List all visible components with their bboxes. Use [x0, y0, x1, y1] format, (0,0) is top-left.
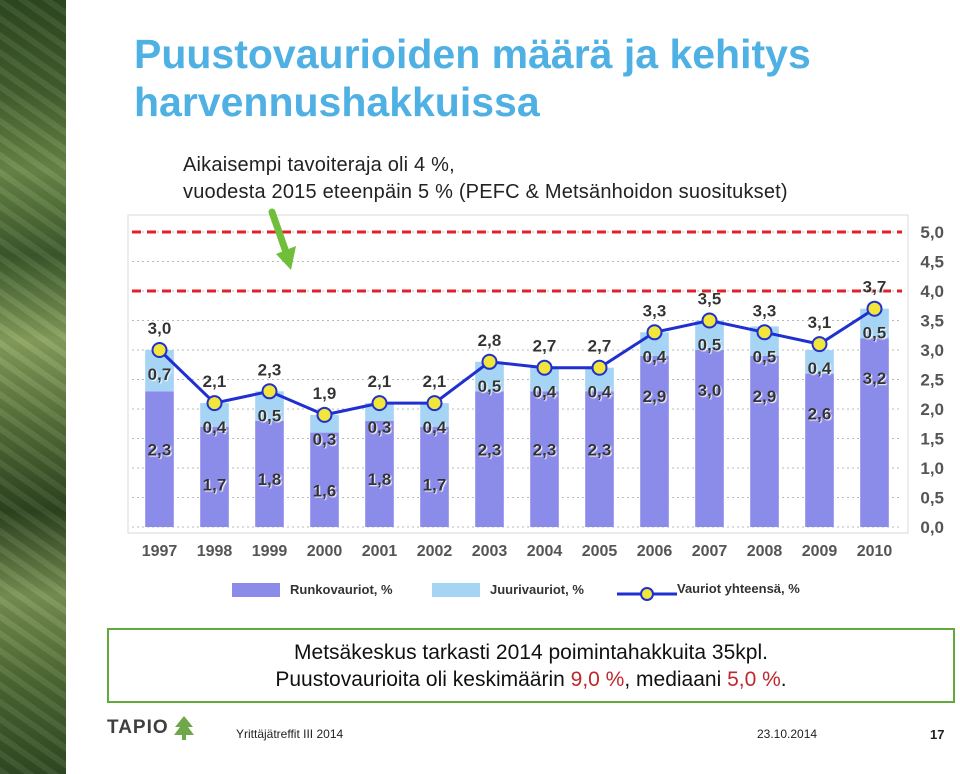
total-point — [593, 361, 607, 375]
y-tick-label: 0,0 — [920, 518, 944, 537]
logo-text: TAPIO — [107, 717, 169, 738]
tapio-logo — [107, 715, 195, 741]
footer-date: 23.10.2014 — [757, 727, 818, 741]
info-line-2 — [109, 666, 953, 693]
info-line-2-suffix: . — [780, 668, 787, 691]
juuri-label: 0,4 — [807, 359, 832, 379]
runko-label: 1,6 — [312, 481, 337, 501]
juuri-label: 0,5 — [477, 376, 502, 396]
y-tick-label: 4,0 — [920, 282, 944, 301]
y-tick-label: 1,5 — [920, 429, 944, 449]
bar-runko — [805, 374, 834, 527]
info-box — [107, 628, 955, 703]
runko-label: 2,9 — [642, 386, 667, 406]
x-tick-label: 2003 — [471, 543, 508, 560]
bar-runko — [860, 338, 889, 527]
x-tick-label: 2006 — [636, 543, 673, 560]
juuri-label: 0,4 — [202, 418, 227, 438]
total-point — [648, 325, 662, 339]
legend-juuri — [432, 582, 584, 597]
runko-label: 2,6 — [807, 404, 832, 424]
total-label: 2,3 — [257, 360, 282, 380]
total-label: 2,1 — [367, 372, 392, 392]
y-tick-label: 3,0 — [920, 341, 944, 360]
bar-runko — [750, 356, 779, 527]
y-tick-label: 2,5 — [920, 370, 944, 390]
info-line-2-prefix: Puustovaurioita oli keskimäärin — [275, 668, 571, 691]
legend-label-total: Vauriot yhteensä, % — [677, 580, 800, 596]
x-tick-label: 2005 — [581, 543, 618, 560]
total-label: 2,1 — [202, 372, 227, 392]
legend-label-juuri: Juurivauriot, % — [490, 582, 584, 597]
total-label: 2,8 — [477, 330, 502, 350]
legend-total — [617, 572, 800, 604]
info-line-1: Metsäkeskus tarkasti 2014 poimintahakkuita 35kpl. — [294, 641, 768, 664]
total-label: 3,1 — [807, 313, 832, 333]
total-point — [703, 314, 717, 328]
total-point — [373, 396, 387, 410]
x-tick-label: 2000 — [306, 543, 343, 560]
info-line-2-mid: , mediaani — [624, 668, 728, 691]
slide-title: Puustovaurioiden määrä ja kehitys harvennushakkuissa — [134, 31, 811, 125]
subtitle-line-1: Aikaisempi tavoiteraja oli 4 %, — [183, 154, 455, 176]
x-tick-label: 2007 — [691, 543, 728, 560]
total-point — [428, 396, 442, 410]
runko-label: 1,8 — [257, 469, 282, 489]
x-tick-label: 2009 — [801, 543, 838, 560]
x-tick-label: 1998 — [196, 543, 233, 560]
legend-swatch-runko — [232, 583, 280, 597]
median-value: 5,0 % — [727, 668, 781, 691]
total-label: 3,7 — [862, 277, 887, 297]
y-tick-label: 0,5 — [920, 488, 944, 508]
juuri-label: 0,5 — [862, 323, 887, 343]
total-label: 2,1 — [422, 372, 447, 392]
bar-runko — [640, 356, 669, 527]
juuri-label: 0,4 — [422, 418, 447, 438]
total-point — [263, 384, 277, 398]
total-point — [758, 325, 772, 339]
x-tick-label: 2008 — [746, 543, 783, 560]
legend-runko — [232, 582, 393, 597]
bar-runko — [695, 350, 724, 527]
mean-value: 9,0 % — [570, 668, 625, 691]
runko-label: 2,9 — [752, 386, 777, 406]
juuri-label: 0,5 — [752, 347, 777, 367]
runko-label: 3,0 — [697, 381, 722, 400]
y-tick-label: 1,0 — [920, 459, 944, 478]
total-point — [813, 337, 827, 351]
legend-swatch-juuri — [432, 583, 480, 597]
juuri-label: 0,4 — [642, 347, 667, 367]
total-point — [538, 361, 552, 375]
legend-line-marker — [617, 584, 677, 604]
y-tick-label: 4,5 — [920, 252, 944, 272]
tree-icon — [173, 715, 195, 741]
total-point — [483, 355, 497, 369]
total-label: 2,7 — [532, 336, 557, 356]
runko-label: 1,7 — [202, 475, 227, 495]
y-tick-label: 5,0 — [920, 223, 944, 242]
x-tick-label: 2004 — [526, 543, 563, 560]
runko-label: 1,7 — [422, 475, 447, 495]
juuri-label: 0,7 — [147, 365, 172, 384]
legend-label-runko: Runkovauriot, % — [290, 582, 393, 597]
x-tick-label: 1999 — [251, 543, 288, 560]
page-number: 17 — [930, 727, 945, 742]
total-point — [318, 408, 332, 422]
runko-label: 2,3 — [532, 440, 557, 460]
total-point — [868, 302, 882, 316]
juuri-label: 0,4 — [587, 382, 612, 402]
footer-event: Yrittäjätreffit III 2014 — [236, 727, 344, 741]
total-label: 3,5 — [697, 289, 722, 309]
subtitle-line-2: vuodesta 2015 eteenpäin 5 % (PEFC & Metsänhoidon suositukset) — [183, 181, 788, 203]
juuri-label: 0,3 — [367, 418, 392, 438]
y-tick-label: 2,0 — [920, 400, 944, 419]
total-label: 3,3 — [642, 301, 667, 321]
x-tick-label: 2010 — [856, 543, 893, 560]
runko-label: 2,3 — [587, 440, 612, 460]
total-label: 1,9 — [312, 383, 337, 403]
total-point — [153, 343, 167, 357]
x-tick-label: 2001 — [361, 543, 398, 560]
total-label: 3,3 — [752, 301, 777, 321]
juuri-label: 0,5 — [697, 335, 722, 355]
runko-label: 2,3 — [477, 440, 502, 460]
juuri-label: 0,4 — [532, 382, 557, 402]
runko-label: 2,3 — [147, 440, 172, 460]
total-label: 3,0 — [147, 319, 172, 338]
runko-label: 3,2 — [862, 369, 887, 389]
x-tick-label: 1997 — [141, 543, 178, 560]
plot-area — [128, 215, 908, 533]
total-point — [208, 396, 222, 410]
juuri-label: 0,5 — [257, 406, 282, 426]
y-tick-label: 3,5 — [920, 311, 944, 331]
x-tick-label: 2002 — [416, 543, 453, 560]
juuri-label: 0,3 — [312, 429, 337, 449]
total-label: 2,7 — [587, 336, 612, 356]
runko-label: 1,8 — [367, 469, 392, 489]
